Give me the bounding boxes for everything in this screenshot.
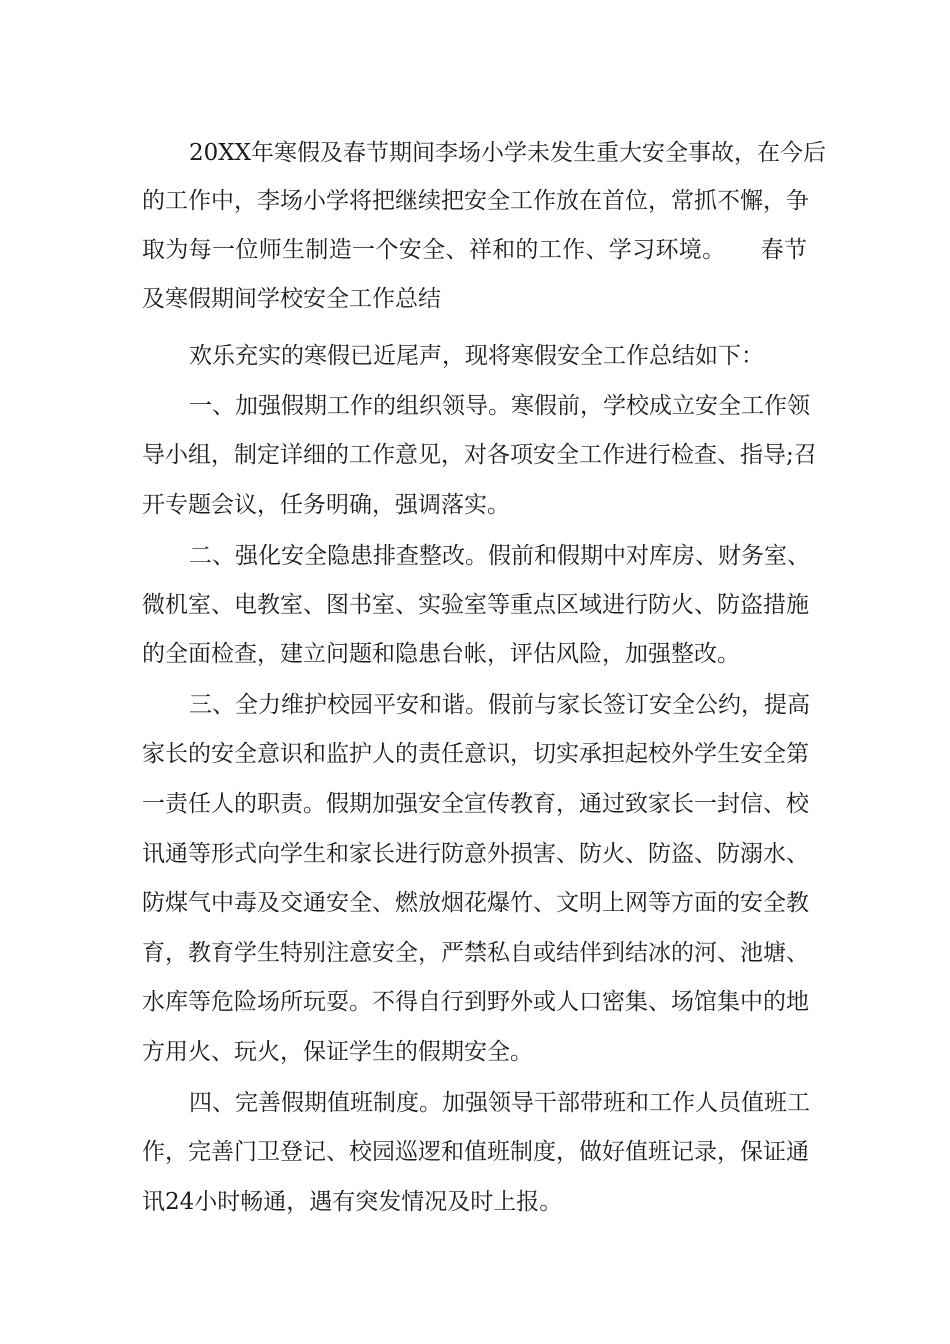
text-line: 水库等危险场所玩耍。不得自行到野外或人口密集、场馆集中的地: [142, 989, 809, 1015]
text-line: 及寒假期间学校安全工作总结: [142, 286, 441, 312]
text-line: 讯通等形式向学生和家长进行防意外损害、防火、防盗、防溺水、: [142, 841, 809, 867]
text-line: 一责任人的职责。假期加强安全宣传教育，通过致家长一封信、校: [142, 791, 809, 817]
text-line: 防煤气中毒及交通安全、燃放烟花爆竹、文明上网等方面的安全教: [142, 890, 809, 916]
text-line: 微机室、电教室、图书室、实验室等重点区域进行防火、防盗措施: [142, 592, 809, 618]
text-line: 三、全力维护校园平安和谐。假前与家长签订安全公约，提高: [189, 692, 810, 718]
text-line: 育，教育学生特别注意安全，严禁私自或结伴到结冰的河、池塘、: [142, 940, 809, 966]
text-line: 作，完善门卫登记、校园巡逻和值班制度，做好值班记录，保证通: [142, 1139, 809, 1165]
text-line: 开专题会议，任务明确，强调落实。: [142, 492, 510, 518]
text-line: 取为每一位师生制造一个安全、祥和的工作、学习环境。 春节: [142, 237, 807, 263]
text-line: 欢乐充实的寒假已近尾声，现将寒假安全工作总结如下：: [189, 343, 764, 369]
text-line: 二、强化安全隐患排查整改。假前和假期中对库房、财务室、: [189, 543, 810, 569]
text-line: 的全面检查，建立问题和隐患台帐，评估风险，加强整改。: [142, 641, 740, 667]
text-line: 四、完善假期值班制度。加强领导干部带班和工作人员值班工: [189, 1090, 810, 1116]
text-line: 讯24小时畅通，遇有突发情况及时上报。: [142, 1189, 563, 1215]
text-line: 家长的安全意识和监护人的责任意识，切实承担起校外学生安全第: [142, 741, 809, 767]
text-line: 导小组，制定详细的工作意见，对各项安全工作进行检查、指导;召: [142, 442, 817, 468]
text-line: 20XX年寒假及春节期间李场小学未发生重大安全事故，在今后: [189, 140, 827, 166]
text-line: 的工作中，李场小学将把继续把安全工作放在首位，常抓不懈，争: [142, 188, 809, 214]
text-line: 一、加强假期工作的组织领导。寒假前，学校成立安全工作领: [189, 393, 810, 419]
text-line: 方用火、玩火，保证学生的假期安全。: [142, 1039, 533, 1065]
